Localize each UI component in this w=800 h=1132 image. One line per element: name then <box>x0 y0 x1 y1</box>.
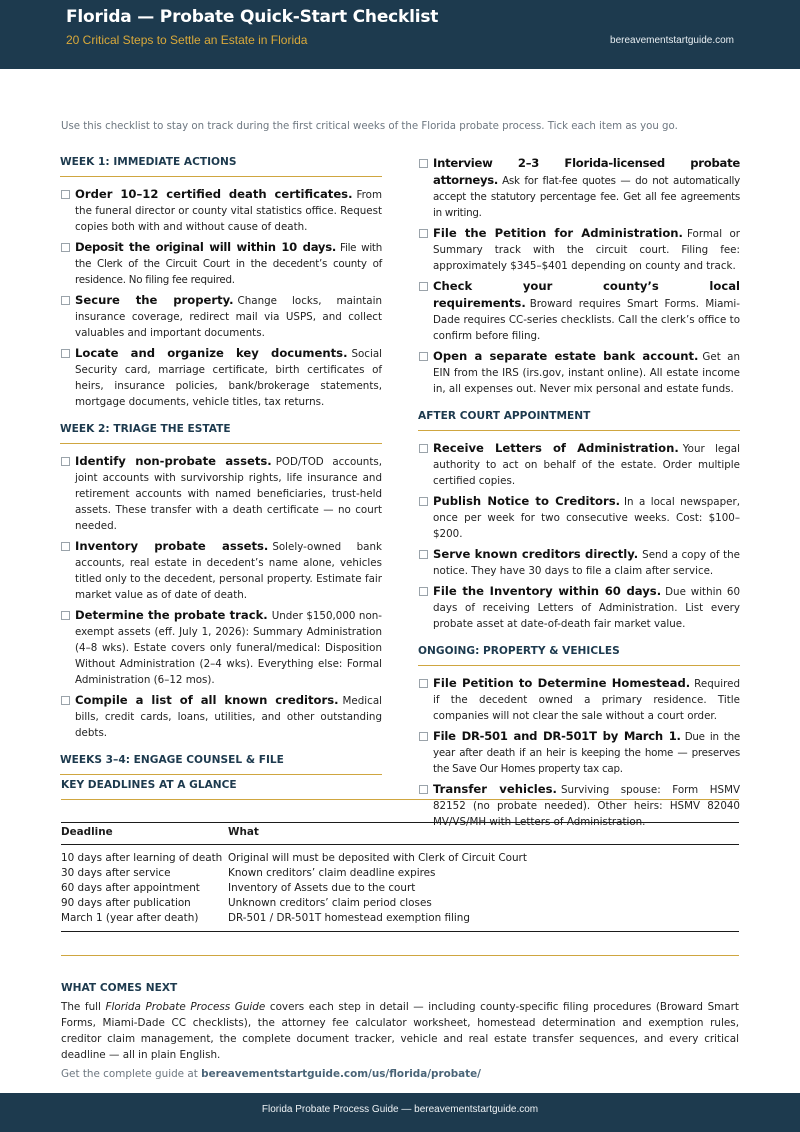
checkbox[interactable] <box>61 296 70 305</box>
checklist-item[interactable] <box>60 186 382 235</box>
item-heading: Check your county’s local requirements. <box>433 279 740 310</box>
guide-link[interactable]: bereavementstartguide.com/us/florida/probate/ <box>201 1068 481 1080</box>
checklist-item[interactable] <box>60 692 382 741</box>
item-heading: Locate and organize key documents. <box>75 346 348 360</box>
next-body-pre: The full <box>61 1001 106 1013</box>
table-row <box>61 866 739 881</box>
item-body: Surviving spouse: Form HSMV 82152 (no probate needed). Other heirs: HSMV 82040 MV/VS/MH with Letters of Administration. <box>433 784 740 828</box>
item-heading: Identify non-probate assets. <box>75 454 272 468</box>
item-body: Your legal authority to act on behalf of the estate. Order multiple certified copies. <box>433 443 740 487</box>
item-heading: Determine the probate track. <box>75 608 268 622</box>
cta-prefix: Get the complete guide at <box>61 1068 202 1080</box>
item-body: Ask for flat-fee quotes — do not automatically accept the statutory percentage fee. Get all fee agreements in writing. <box>433 175 740 219</box>
item-heading: Order 10–12 certified death certificates. <box>75 187 353 201</box>
right-column <box>418 155 740 834</box>
deadlines-table <box>61 822 739 932</box>
item-body: In a local newspaper, once per week for two consecutive weeks. Cost: $100–$200. <box>433 496 740 540</box>
item-body: Social Security card, marriage certificate, birth certificates of heirs, insurance policies, bank/brokerage statements, mortgage documents, vehicle titles, tax returns. <box>75 348 382 408</box>
checkbox[interactable] <box>419 229 428 238</box>
next-body-text <box>61 999 739 1063</box>
checklist-item[interactable] <box>60 239 382 288</box>
item-body: Broward requires Smart Forms. Miami-Dade requires CC-series checklists. Call the clerk’s office to confirm before filing. <box>433 298 740 342</box>
intro-text: Use this checklist to stay on track during the first critical weeks of the Florida probate process. Tick each item as you go. <box>61 121 678 132</box>
checkbox[interactable] <box>61 696 70 705</box>
item-heading: Inventory probate assets. <box>75 539 269 553</box>
table-header-row <box>61 823 739 845</box>
item-body: Send a copy of the notice. They have 30 days to file a claim after service. <box>433 549 740 577</box>
checkbox[interactable] <box>419 352 428 361</box>
item-body: Due within 60 days of receiving Letters of Administration. List every probate asset at date-of-death fair market value. <box>433 586 740 630</box>
checklist-item[interactable] <box>418 675 740 724</box>
checklist-item[interactable] <box>418 546 740 579</box>
item-heading: Interview 2–3 Florida-licensed probate attorneys. <box>433 156 740 187</box>
checklist-item[interactable] <box>418 493 740 542</box>
item-body: Due in the year after death if an heir is keeping the home — preserves the Save Our Homes property tax cap. <box>433 731 740 775</box>
table-row <box>61 911 739 932</box>
table-row <box>61 881 739 896</box>
left-column <box>60 156 382 784</box>
item-heading: Open a separate estate bank account. <box>433 349 699 363</box>
column-header-what: What <box>228 823 739 845</box>
item-heading: Publish Notice to Creditors. <box>433 494 621 508</box>
deadline-cell: 60 days after appointment <box>61 882 200 894</box>
item-body: Medical bills, credit cards, loans, utilities, and other outstanding debts. <box>75 695 382 739</box>
item-heading: File the Inventory within 60 days. <box>433 584 662 598</box>
document-subtitle: 20 Critical Steps to Settle an Estate in Florida <box>66 33 308 47</box>
checklist-item[interactable] <box>418 348 740 397</box>
checkbox[interactable] <box>419 444 428 453</box>
column-header-deadline: Deadline <box>61 823 228 845</box>
item-body: Required if the decedent owned a primary residence. Title companies will not clear the sale without a court order. <box>433 678 740 722</box>
section-title-ongoing: ONGOING: PROPERTY & VEHICLES <box>418 645 740 666</box>
deadline-cell: 30 days after service <box>61 867 171 879</box>
section-title-after-court: AFTER COURT APPOINTMENT <box>418 410 740 431</box>
item-heading: Serve known creditors directly. <box>433 547 639 561</box>
checkbox[interactable] <box>419 679 428 688</box>
guide-title: Florida Probate Process Guide <box>105 1001 266 1013</box>
table-row <box>61 896 739 911</box>
item-heading: Compile a list of all known creditors. <box>75 693 339 707</box>
what-cell: Inventory of Assets due to the court <box>228 882 416 894</box>
checkbox[interactable] <box>419 497 428 506</box>
section-title-weeks3-4: WEEKS 3–4: ENGAGE COUNSEL & FILE <box>60 754 382 775</box>
checklist-item[interactable] <box>60 292 382 341</box>
checklist-item[interactable] <box>418 155 740 221</box>
checkbox[interactable] <box>61 190 70 199</box>
item-body: From the funeral director or county vital statistics office. Request copies both with and without cause of death. <box>75 189 382 233</box>
item-heading: Transfer vehicles. <box>433 782 557 796</box>
item-body: Under $150,000 non-exempt assets (eff. July 1, 2026): Summary Administration (4–8 wks). Estate covers only funeral/medical: Disposition Without Administration (2–4 wks). Everything else: Formal Administration (6–12 mos). <box>75 610 382 686</box>
header-site-link[interactable]: bereavementstartguide.com <box>610 35 734 46</box>
what-comes-next-section <box>61 982 739 1080</box>
what-cell: Original will must be deposited with Clerk of Circuit Court <box>228 852 527 864</box>
what-cell: Known creditors’ claim deadline expires <box>228 867 436 879</box>
deadline-cell: March 1 (year after death) <box>61 912 199 924</box>
what-cell: Unknown creditors’ claim period closes <box>228 897 432 909</box>
item-body: POD/TOD accounts, joint accounts with survivorship rights, life insurance and retirement accounts with named beneficiaries, trust-held assets. These transfer with a death certificate — no court needed. <box>75 456 382 532</box>
page-footer <box>0 1093 800 1132</box>
checkbox[interactable] <box>61 243 70 252</box>
footer-text: Florida Probate Process Guide — bereavementstartguide.com <box>261 1104 539 1115</box>
checkbox[interactable] <box>61 542 70 551</box>
item-heading: Deposit the original will within 10 days. <box>75 240 337 254</box>
checklist-item[interactable] <box>418 583 740 632</box>
checkbox[interactable] <box>419 732 428 741</box>
checkbox[interactable] <box>419 282 428 291</box>
checklist-item[interactable] <box>418 278 740 344</box>
checklist-item[interactable] <box>418 225 740 274</box>
item-heading: File the Petition for Administration. <box>433 226 683 240</box>
checklist-item[interactable] <box>418 728 740 777</box>
checkbox[interactable] <box>419 159 428 168</box>
what-cell: DR-501 / DR-501T homestead exemption filing <box>228 912 470 924</box>
checkbox[interactable] <box>61 611 70 620</box>
section-divider <box>61 955 739 956</box>
document-title: Florida — Probate Quick-Start Checklist <box>66 7 439 27</box>
item-heading: File DR-501 and DR-501T by March 1. <box>433 729 681 743</box>
checklist-item[interactable] <box>60 453 382 534</box>
item-heading: Secure the property. <box>75 293 234 307</box>
checkbox[interactable] <box>419 550 428 559</box>
checkbox[interactable] <box>61 457 70 466</box>
checkbox[interactable] <box>61 349 70 358</box>
section-title-week1: WEEK 1: IMMEDIATE ACTIONS <box>60 156 382 177</box>
table-row <box>61 845 739 867</box>
checklist-item[interactable] <box>60 538 382 603</box>
section-title-week2: WEEK 2: TRIAGE THE ESTATE <box>60 423 382 444</box>
item-heading: File Petition to Determine Homestead. <box>433 676 691 690</box>
item-body: Solely-owned bank accounts, real estate in decedent’s name alone, vehicles titled only to the decedent, personal property. Estimate fair market value as of date of death. <box>75 541 382 601</box>
checklist-item[interactable] <box>60 607 382 688</box>
next-body-post: covers each step in detail — including county-specific filing procedures (Broward Smart Forms, Miami-Dade CC checklists), the attorney fee calculator worksheet, homestead determination and exemption rules, creditor claim management, the complete document tracker, vehicle and real estate transfer sequences, and every critical deadline — all in plain English. <box>61 1001 739 1061</box>
checklist-item[interactable] <box>418 440 740 489</box>
checkbox[interactable] <box>419 587 428 596</box>
page-header <box>0 0 800 69</box>
deadline-cell: 10 days after learning of death <box>61 852 223 864</box>
section-title-next: WHAT COMES NEXT <box>61 982 178 994</box>
item-heading: Receive Letters of Administration. <box>433 441 679 455</box>
item-body: Formal or Summary track with the circuit court. Filing fee: approximately $345–$401 depending on county and track. <box>433 228 740 272</box>
checklist-item[interactable] <box>60 345 382 410</box>
item-body: File with the Clerk of the Circuit Court in the decedent’s county of residence. No filing fee required. <box>75 242 382 286</box>
key-deadlines-section <box>61 779 739 956</box>
item-body: Change locks, maintain insurance coverage, redirect mail via USPS, and collect valuables and important documents. <box>75 295 382 339</box>
item-body: Get an EIN from the IRS (irs.gov, instant online). All estate income in, all expenses out. Never mix personal and estate funds. <box>433 351 741 395</box>
section-title-deadlines: KEY DEADLINES AT A GLANCE <box>61 779 739 800</box>
cta-line <box>61 1068 739 1080</box>
deadline-cell: 90 days after publication <box>61 897 191 909</box>
